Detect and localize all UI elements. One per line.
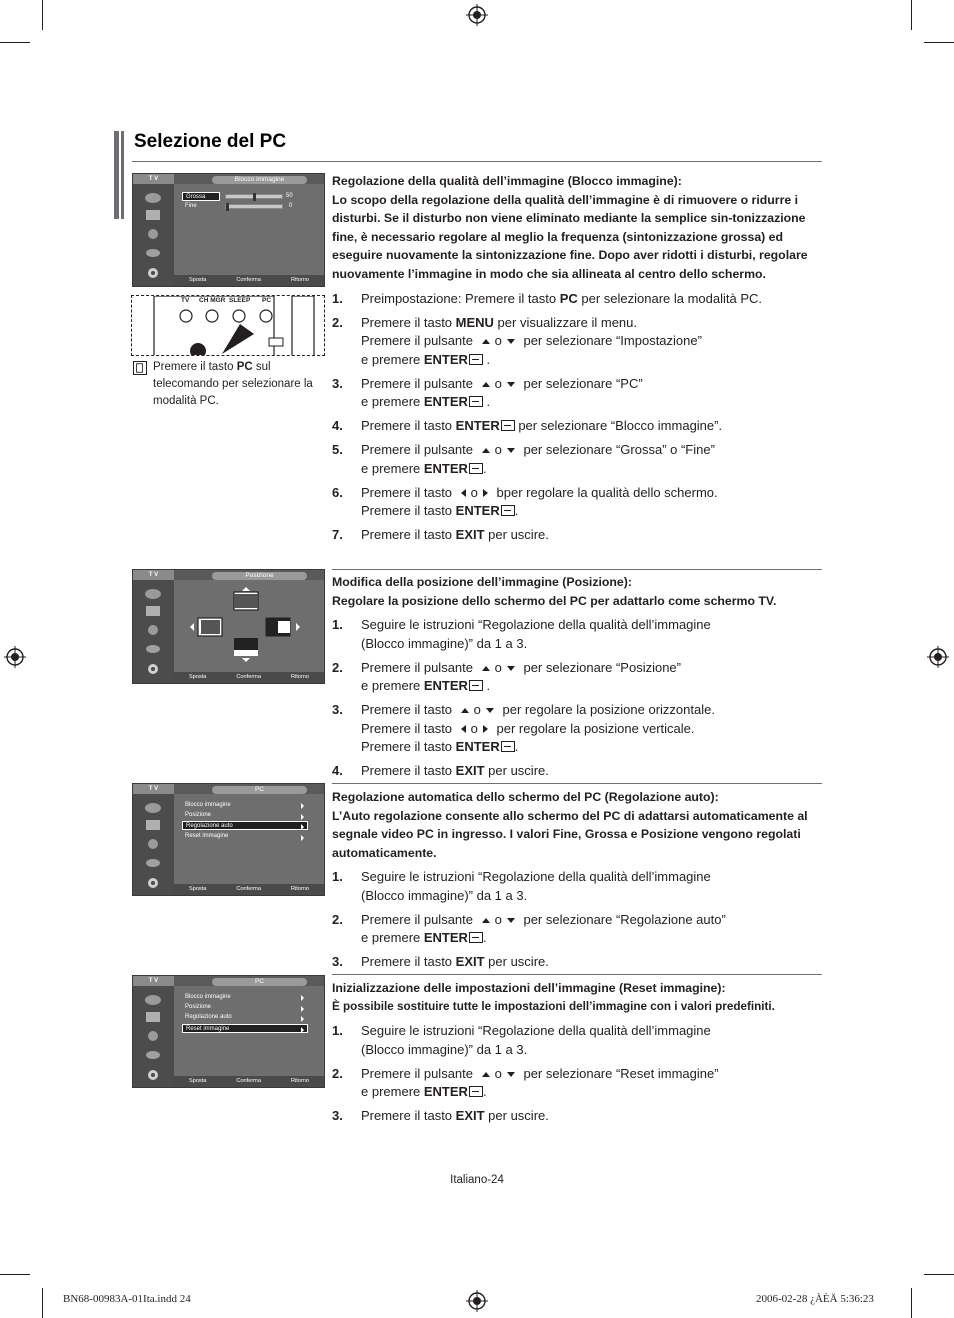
chevron-right-icon (301, 835, 304, 841)
osd-sidebar (133, 976, 174, 1087)
step-text-fragment: ENTER (455, 739, 500, 755)
up-arrow-icon (482, 339, 490, 344)
step-text-fragment: Premere il tasto (361, 954, 456, 970)
step-list (332, 1022, 822, 1126)
title-accent-bar (114, 131, 126, 219)
osd-menu-item[interactable] (182, 1003, 308, 1012)
left-arrow-icon (461, 489, 466, 497)
note-text-b: sul telecomando per selezionare la modalità PC. (153, 361, 313, 407)
step-text (361, 1107, 822, 1126)
step-text-fragment: Seguire le istruzioni “Regolazione della qualità dell’immagine (361, 869, 711, 885)
step-text-fragment: per regolare la posizione orizzontale. (498, 702, 715, 718)
picture-icon (143, 1010, 163, 1024)
step-text-fragment: ENTER (423, 678, 468, 694)
setup-gear-icon (143, 266, 163, 280)
note (133, 359, 323, 410)
step-text-fragment: Premere il pulsante (361, 333, 477, 349)
step-text (361, 417, 822, 436)
step-text-fragment: o (494, 659, 502, 675)
sound-icon (143, 623, 163, 637)
osd-screen-blocco-immagine (132, 173, 325, 287)
crop-mark (911, 0, 912, 30)
input-icon (143, 856, 163, 870)
section-heading: Inizializzazione delle impostazioni dell’immagine (Reset immagine): (332, 981, 726, 995)
section-blocco-immagine (332, 172, 822, 550)
input-icon (143, 1048, 163, 1062)
step-text-fragment: EXIT (455, 763, 485, 779)
chevron-right-icon (301, 1016, 304, 1022)
crop-mark (42, 0, 43, 30)
registration-mark-icon (927, 646, 949, 668)
osd-tv-label: T V (133, 570, 174, 580)
step-text-fragment: ENTER (455, 503, 500, 519)
footer-confirm: Conferma (236, 674, 261, 680)
osd-menu-item[interactable] (182, 821, 308, 830)
step-text-fragment: o (470, 720, 478, 736)
step-text-fragment: PC (559, 290, 578, 306)
sound-icon (143, 837, 163, 851)
step-number: 7. (332, 527, 343, 543)
step-text (361, 762, 822, 781)
fine-value: 0 (289, 203, 293, 209)
osd-menu-item[interactable] (182, 811, 308, 820)
section-heading: Regolazione della qualità dell’immagine (Blocco immagine): (332, 174, 682, 188)
coarse-value: 50 (286, 193, 293, 199)
fine-slider-knob[interactable] (226, 203, 229, 211)
osd-menu-item[interactable] (182, 993, 308, 1002)
section-posizione (332, 573, 822, 786)
up-arrow-icon (482, 918, 490, 923)
down-arrow-icon (507, 339, 515, 344)
registration-mark-icon (466, 4, 488, 26)
osd-menu-item[interactable] (182, 801, 308, 810)
step-text-fragment: ENTER (423, 930, 468, 946)
step-text-fragment: Premere il tasto (361, 1108, 456, 1124)
osd-menu-label: Posizione (185, 812, 212, 818)
step-text-fragment: Premere il tasto (361, 763, 456, 779)
crop-mark (0, 1274, 30, 1275)
osd-sidebar (133, 784, 174, 895)
step-number: 2. (332, 1065, 343, 1081)
step-text-fragment: Premere il tasto (361, 484, 456, 500)
osd-footer (174, 275, 324, 286)
step-text-fragment: bper regolare la qualità dello schermo. (492, 484, 718, 500)
osd-header: PC (212, 786, 307, 794)
step-text-fragment: . (514, 503, 519, 519)
remote-label-ch-mgr: CH MGR (199, 297, 226, 304)
title-rule (132, 161, 822, 162)
step-text-fragment: e premere (361, 351, 424, 367)
page-number: Italiano-24 (450, 1174, 504, 1186)
step-text (361, 484, 822, 521)
section-intro: Lo scopo della regolazione della qualità dell’immagine è di rimuovere o ridurre i disturbi. Se il disturbo non viene eliminato mediante la semplice sin-tonizzazione fine, è necessario regolare al meglio la frequenza (sintonizzazione grossa) ed eseguire nuovamente la sintonizzazione fine. Dopo aver ridotti i disturbi, regolare nuovamente l’immagine in modo che sia allineata al centro dello schermo. (332, 192, 808, 281)
step-number: 1. (332, 1023, 343, 1039)
step-text-fragment: Premere il pulsante (361, 1065, 477, 1081)
section-reset-immagine (332, 979, 822, 1131)
step-text-fragment: per selezionare la modalità PC. (577, 290, 763, 306)
step (332, 911, 822, 948)
footer-return: Ritorno (290, 1078, 309, 1084)
step-text-fragment: ENTER (423, 1084, 468, 1100)
section-heading: Modifica della posizione dell’immagine (Posizione): (332, 575, 632, 589)
step-text-fragment: o (494, 375, 502, 391)
step-number: 1. (332, 290, 343, 306)
osd-footer (174, 884, 324, 895)
step-text-fragment: EXIT (455, 1108, 485, 1124)
enter-icon (501, 741, 515, 752)
osd-menu-label: Blocco immagine (185, 802, 231, 808)
step-number: 4. (332, 763, 343, 779)
osd-row-fine[interactable] (182, 202, 220, 211)
step-text (361, 1065, 822, 1102)
slug-date: 2006-02-28 ¿ÀÈÄ 5:36:23 (756, 1293, 874, 1305)
step-number: 3. (332, 375, 343, 391)
osd-tv-label: T V (133, 976, 174, 986)
step (332, 1022, 822, 1059)
footer-return: Ritorno (290, 674, 309, 680)
step-text-fragment: o (494, 1065, 502, 1081)
footer-confirm: Conferma (236, 277, 261, 283)
step (332, 762, 822, 781)
enter-icon (501, 420, 515, 431)
step-text (361, 290, 822, 309)
step-text-fragment: . (482, 460, 487, 476)
step (332, 1107, 822, 1126)
down-arrow-icon (507, 448, 515, 453)
step (332, 616, 822, 653)
step-text-fragment: Premere il tasto (361, 739, 456, 755)
step-list (332, 868, 822, 972)
step-text-fragment: Premere il tasto (361, 527, 456, 543)
step-text-fragment: per selezionare “Grossa” o “Fine” (519, 442, 715, 458)
note-text-a: Premere il tasto (153, 361, 237, 373)
step-number: 6. (332, 484, 343, 500)
crop-mark (42, 1288, 43, 1318)
enter-icon (469, 354, 483, 365)
step-text (361, 441, 822, 478)
section-intro: L’Auto regolazione consente allo schermo del PC di adattarsi automaticamente al segnale video PC in ingresso. I valori Fine, Grossa e Posizione vengono regolati automaticamente. (332, 808, 808, 860)
step-number: 5. (332, 442, 343, 458)
osd-menu-label: Regolazione auto (185, 1014, 232, 1020)
footer-move: Sposta (188, 674, 207, 680)
footer-move: Sposta (188, 1078, 207, 1084)
step-text-fragment: . (482, 930, 487, 946)
step-text (361, 868, 822, 905)
chevron-right-icon (301, 824, 304, 830)
step-text-fragment: Premere il tasto (361, 503, 456, 519)
step-text-fragment: per selezionare “Blocco immagine”. (514, 418, 723, 434)
step-number: 3. (332, 702, 343, 718)
step-text (361, 616, 822, 653)
step-text-fragment: per uscire. (484, 527, 549, 543)
enter-icon (501, 505, 515, 516)
osd-menu-item[interactable] (182, 1013, 308, 1022)
osd-row-label: Grossa (186, 194, 206, 200)
step-text-fragment: ENTER (455, 418, 500, 434)
step-number: 3. (332, 954, 343, 970)
slug-file: BN68-00983A-01Ita.indd 24 (63, 1293, 191, 1305)
step-text (361, 911, 822, 948)
section-divider (332, 569, 822, 570)
setup-gear-icon (143, 662, 163, 676)
osd-sidebar (133, 174, 174, 286)
step-number: 4. (332, 418, 343, 434)
step-text-fragment: per uscire. (484, 1108, 549, 1124)
osd-footer (174, 672, 324, 683)
step-text (361, 375, 822, 412)
step-text-fragment: . (482, 678, 491, 694)
step-text-fragment: per selezionare “Regolazione auto” (519, 911, 726, 927)
step-text-fragment: per visualizzare il menu. (493, 314, 637, 330)
step-list (332, 616, 822, 781)
down-arrow-icon (507, 382, 515, 387)
section-divider (332, 974, 822, 975)
enter-icon (469, 463, 483, 474)
step-text-fragment: . (482, 394, 491, 410)
step-number: 2. (332, 659, 343, 675)
step-text-fragment: e premere (361, 394, 424, 410)
step (332, 290, 822, 309)
osd-screen-pc-auto (132, 783, 325, 896)
step-text-fragment: (Blocco immagine)” da 1 a 3. (361, 1041, 528, 1057)
osd-menu-label: Blocco immagine (185, 994, 231, 1000)
step (332, 659, 822, 696)
step-number: 1. (332, 869, 343, 885)
step-text-fragment: per uscire. (484, 954, 549, 970)
step-text-fragment: Premere il tasto (361, 314, 456, 330)
remote-label-pc: PC (262, 297, 272, 304)
step-text-fragment: per uscire. (484, 763, 549, 779)
step-text-fragment: e premere (361, 460, 424, 476)
down-arrow-icon (486, 708, 494, 713)
coarse-slider-knob[interactable] (253, 193, 256, 201)
step-text-fragment: . (514, 739, 519, 755)
step-text-fragment: Premere il pulsante (361, 375, 477, 391)
left-arrow-icon (461, 725, 466, 733)
osd-menu-label: Regolazione auto (186, 823, 233, 829)
step-text (361, 701, 822, 757)
chevron-right-icon (301, 814, 304, 820)
note-icon (133, 361, 147, 375)
chevron-right-icon (301, 803, 304, 809)
osd-row-label: Fine (185, 203, 197, 209)
chevron-right-icon (301, 1027, 304, 1033)
step-text (361, 526, 822, 545)
section-heading: Regolazione automatica dello schermo del PC (Regolazione auto): (332, 790, 719, 804)
channel-icon (143, 993, 163, 1007)
remote-buttons-icon (132, 296, 325, 356)
step (332, 953, 822, 972)
crop-mark (0, 42, 30, 43)
step-text-fragment: e premere (361, 1084, 424, 1100)
enter-icon (469, 932, 483, 943)
osd-screen-pc-reset (132, 975, 325, 1088)
right-arrow-icon (483, 489, 488, 497)
down-arrow-icon (507, 666, 515, 671)
step-list (332, 290, 822, 545)
enter-icon (469, 1086, 483, 1097)
step-text-fragment: per regolare la posizione verticale. (492, 720, 695, 736)
up-arrow-icon (482, 448, 490, 453)
osd-menu-item[interactable] (182, 1024, 308, 1033)
setup-gear-icon (143, 1068, 163, 1082)
osd-tv-label: T V (133, 174, 174, 184)
step-text-fragment: Premere il pulsante (361, 911, 477, 927)
step-text-fragment: Seguire le istruzioni “Regolazione della qualità dell’immagine (361, 1023, 711, 1039)
step-text-fragment: EXIT (455, 527, 485, 543)
footer-confirm: Conferma (236, 886, 261, 892)
step-text-fragment: o (473, 702, 481, 718)
note-key: PC (236, 361, 253, 373)
up-arrow-icon (461, 708, 469, 713)
osd-header: Posizione (212, 572, 307, 580)
step (332, 417, 822, 436)
step-text-fragment: Premere il tasto (361, 418, 456, 434)
osd-row-grossa[interactable] (182, 192, 220, 201)
step-text-fragment: per selezionare “PC” (519, 375, 643, 391)
footer-return: Ritorno (290, 886, 309, 892)
osd-header: Blocco immagine (212, 176, 307, 184)
down-arrow-icon (507, 1072, 515, 1077)
step-text-fragment: ENTER (423, 351, 468, 367)
input-icon (143, 246, 163, 260)
step-text-fragment: Premere il pulsante (361, 442, 477, 458)
osd-menu-label: Reset immagine (186, 1026, 230, 1032)
crop-mark (924, 42, 954, 43)
down-arrow-icon (507, 918, 515, 923)
step-text-fragment: Preimpostazione: Premere il tasto (361, 290, 560, 306)
channel-icon (143, 191, 163, 205)
footer-return: Ritorno (290, 277, 309, 283)
step (332, 701, 822, 757)
step-text-fragment: . (482, 351, 491, 367)
note-text (153, 359, 323, 410)
step-number: 1. (332, 617, 343, 633)
osd-menu-label: Posizione (185, 1004, 212, 1010)
section-intro: Regolare la posizione dello schermo del PC per adattarlo come schermo TV. (332, 593, 777, 608)
step (332, 484, 822, 521)
crop-mark (924, 1274, 954, 1275)
step (332, 868, 822, 905)
position-arrows-icon[interactable] (186, 586, 306, 666)
right-arrow-icon (483, 725, 488, 733)
enter-icon (469, 396, 483, 407)
chevron-right-icon (301, 1006, 304, 1012)
sound-icon (143, 227, 163, 241)
step-number: 2. (332, 314, 343, 330)
section-intro: È possibile sostituire tutte le impostazioni dell’immagine con i valori predefiniti. (332, 999, 775, 1013)
step-text-fragment: o (494, 442, 502, 458)
registration-mark-icon (4, 646, 26, 668)
step-text (361, 659, 822, 696)
step-text (361, 314, 822, 370)
step-text-fragment: ENTER (423, 460, 468, 476)
section-regolazione-auto (332, 788, 822, 977)
footer-move: Sposta (188, 886, 207, 892)
step-text (361, 1022, 822, 1059)
up-arrow-icon (482, 382, 490, 387)
step (332, 375, 822, 412)
step-text-fragment: ENTER (423, 394, 468, 410)
osd-footer (174, 1076, 324, 1087)
footer-move: Sposta (188, 277, 207, 283)
remote-control-illustration (131, 295, 325, 356)
step-text-fragment: per selezionare “Reset immagine” (519, 1065, 719, 1081)
footer-confirm: Conferma (236, 1078, 261, 1084)
step-text-fragment: EXIT (455, 954, 485, 970)
osd-header: PC (212, 978, 307, 986)
osd-menu-item[interactable] (182, 832, 308, 841)
crop-mark (911, 1288, 912, 1318)
step (332, 314, 822, 370)
picture-icon (143, 604, 163, 618)
osd-tv-label: T V (133, 784, 174, 794)
up-arrow-icon (482, 666, 490, 671)
step-text-fragment: MENU (455, 314, 494, 330)
chevron-right-icon (301, 995, 304, 1001)
step-text-fragment: e premere (361, 930, 424, 946)
enter-icon (469, 680, 483, 691)
fine-slider[interactable] (225, 204, 283, 209)
picture-icon (143, 208, 163, 222)
step-text-fragment: e premere (361, 678, 424, 694)
step-text-fragment: o (470, 484, 478, 500)
step-text-fragment: Seguire le istruzioni “Regolazione della qualità dell’immagine (361, 617, 711, 633)
step (332, 526, 822, 545)
picture-icon (143, 818, 163, 832)
step-text-fragment: Premere il pulsante (361, 659, 477, 675)
osd-screen-posizione (132, 569, 325, 684)
step-number: 2. (332, 911, 343, 927)
up-arrow-icon (482, 1072, 490, 1077)
step-text-fragment: Premere il tasto (361, 702, 456, 718)
step (332, 441, 822, 478)
step (332, 1065, 822, 1102)
step-number: 3. (332, 1108, 343, 1124)
step-text-fragment: o (494, 911, 502, 927)
step-text-fragment: per selezionare “Posizione” (519, 659, 681, 675)
step-text-fragment: per selezionare “Impostazione” (519, 333, 702, 349)
input-icon (143, 642, 163, 656)
remote-label-sleep: SLEEP (229, 297, 251, 304)
channel-icon (143, 801, 163, 815)
osd-menu-label: Reset immagine (185, 833, 229, 839)
step-text-fragment: . (482, 1084, 487, 1100)
channel-icon (143, 587, 163, 601)
step-text-fragment: (Blocco immagine)” da 1 a 3. (361, 635, 528, 651)
registration-mark-icon (466, 1290, 488, 1312)
page-title: Selezione del PC (134, 131, 287, 152)
step-text-fragment: (Blocco immagine)” da 1 a 3. (361, 887, 528, 903)
setup-gear-icon (143, 876, 163, 890)
remote-label-tv: TV (181, 297, 190, 304)
coarse-slider[interactable] (225, 194, 283, 199)
osd-sidebar (133, 570, 174, 683)
step-text-fragment: Premere il tasto (361, 720, 456, 736)
section-divider (332, 783, 822, 784)
step-text (361, 953, 822, 972)
step-text-fragment: o (494, 333, 502, 349)
sound-icon (143, 1029, 163, 1043)
